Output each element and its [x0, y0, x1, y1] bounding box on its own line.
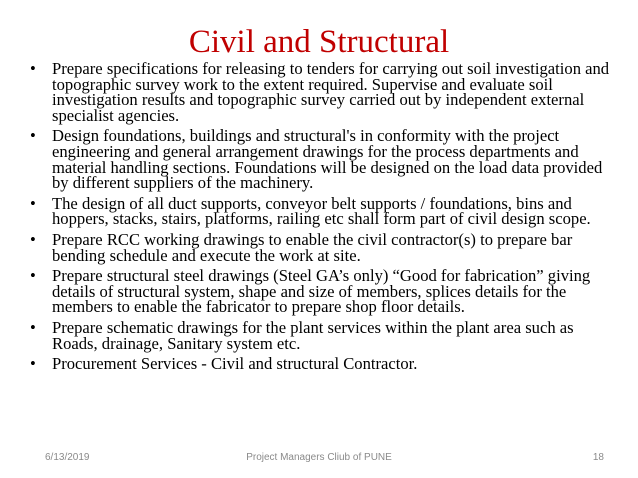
- bullet-dot: •: [30, 354, 36, 374]
- bullet-text: Prepare RCC working drawings to enable the civil contractor(s) to prepare bar bending schedule and execute the work at site.: [52, 229, 573, 265]
- bullet-item: [30, 229, 620, 265]
- bullet-text: Prepare structural steel drawings (Steel GA’s only) “Good for fabrication” giving details of structural system, shape and size of members, splices details for the members to enable the fabricator to prepare shop floor details.: [52, 266, 591, 317]
- bullet-dot: •: [30, 126, 36, 146]
- bullet-dot: •: [30, 266, 36, 286]
- bullet-text: Procurement Services - Civil and structural Contractor.: [52, 354, 418, 374]
- bullet-dot: •: [30, 59, 36, 78]
- bullet-item: [30, 193, 620, 229]
- footer-organization: Project Managers Cliub of PUNE: [246, 452, 392, 463]
- bullet-list: [30, 61, 620, 377]
- bullet-item: [30, 268, 620, 315]
- slide-title: Civil and Structural: [188, 24, 450, 60]
- bullet-text: Prepare specifications for releasing to tenders for carrying out soil investigation and topographic survey work to the extent required. Supervise and evaluate soil investigation results and topographic survey carried out by independent external specialist agencies.: [52, 59, 610, 125]
- bullet-text: The design of all duct supports, conveyor belt supports / foundations, bins and hoppers, stacks, stairs, platforms, railing etc shall form part of civil design scope.: [52, 193, 591, 229]
- bullet-item: [30, 126, 620, 193]
- footer-date: 6/13/2019: [45, 452, 90, 463]
- bullet-text: Prepare schematic drawings for the plant services within the plant area such as Roads, drainage, Sanitary system etc.: [52, 317, 574, 353]
- bullet-dot: •: [30, 229, 36, 249]
- bullet-text: Design foundations, buildings and structural's in conformity with the project engineering and general arrangement drawings for the process departments and material handling sections. Foundations will be designed on the load data provided by different suppliers of the machinery.: [52, 126, 603, 193]
- bullet-item: [30, 61, 620, 123]
- bullet-dot: •: [30, 193, 36, 213]
- footer-page-number: 18: [592, 452, 604, 463]
- bullet-dot: •: [30, 317, 36, 337]
- bullet-item: [30, 356, 620, 372]
- bullet-item: [30, 317, 620, 353]
